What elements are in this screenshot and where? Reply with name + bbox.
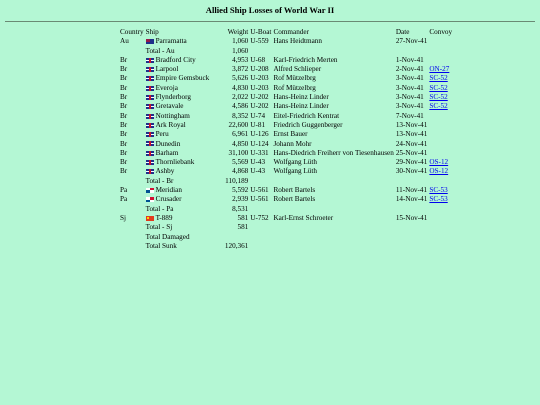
ship-cell: Total - Pa (145, 204, 174, 213)
date-cell (395, 233, 429, 242)
uk-flag-icon (146, 123, 154, 128)
weight-cell: 4,953 (232, 55, 249, 64)
ship-cell (145, 214, 211, 223)
date-cell: 11-Nov-41 (395, 186, 428, 195)
ship-cell (145, 65, 211, 74)
convoy-cell (428, 37, 453, 46)
commander-cell: Rof Mützelbrg (273, 83, 316, 92)
commander-cell: Wolfgang Lüth (273, 167, 317, 176)
uk-flag-icon (146, 151, 154, 156)
country-cell: Br (120, 55, 128, 64)
commander-cell: Johann Mohr (273, 139, 312, 148)
convoy-cell (428, 121, 453, 130)
date-cell: 30-Nov-41 (395, 167, 428, 176)
date-cell: 15-Nov-41 (395, 213, 428, 222)
uboat-cell: U-74 (250, 111, 266, 120)
date-cell: 7-Nov-41 (395, 111, 424, 120)
ship-name: Bradford City (155, 55, 196, 64)
uboat-cell: U-561 (250, 186, 269, 195)
weight-cell: 22,600 (228, 120, 249, 129)
convoy-cell (428, 84, 453, 93)
uk-flag-icon (146, 67, 154, 72)
ship-cell (145, 93, 211, 102)
uk-flag-icon (146, 114, 154, 119)
ship-cell: Total - Sj (145, 223, 173, 232)
weight-cell: 4,586 (232, 102, 249, 111)
page-title: Allied Ship Losses of World War II (205, 5, 335, 15)
ship-cell (145, 102, 211, 111)
country-cell (119, 205, 145, 214)
convoy-cell (428, 177, 453, 186)
table-row (119, 121, 453, 130)
ship-cell: Total - Au (145, 46, 175, 55)
header-convoy: Convoy (429, 28, 453, 36)
weight-cell: 4,830 (232, 83, 249, 92)
header-weight: Weight (227, 28, 249, 36)
ship-cell (145, 149, 211, 158)
commander-cell (272, 177, 394, 186)
weight-cell: 3,872 (232, 65, 249, 74)
country-cell: Br (120, 93, 128, 102)
country-cell (119, 223, 145, 232)
weight-cell: 4,868 (232, 167, 249, 176)
country-cell: Au (120, 37, 129, 46)
country-cell: Br (120, 111, 128, 120)
ship-name: Dunedin (155, 139, 181, 148)
table-body (119, 37, 453, 251)
convoy-cell (428, 214, 453, 223)
soviet-flag-icon (146, 216, 154, 221)
ship-cell (145, 84, 211, 93)
convoy-link[interactable]: OS-12 (429, 167, 449, 176)
convoy-cell (428, 65, 453, 74)
convoy-link[interactable]: OS-12 (429, 158, 449, 167)
ship-name: Everoja (155, 83, 178, 92)
convoy-link[interactable]: SC-53 (429, 186, 448, 195)
ship-cell (145, 195, 211, 204)
weight-cell: 2,939 (232, 195, 249, 204)
convoy-cell (428, 223, 453, 232)
commander-cell: Hans-Diedrich Freiherr von Tiesenhausen (273, 148, 394, 157)
weight-cell: 6,961 (232, 130, 249, 139)
table-row (119, 37, 453, 46)
weight-cell: 120,361 (224, 241, 249, 250)
convoy-link[interactable]: SC-53 (429, 195, 448, 204)
convoy-link[interactable]: SC-52 (429, 102, 448, 111)
title-divider (5, 21, 535, 22)
date-cell: 3-Nov-41 (395, 74, 424, 83)
convoy-cell (428, 112, 453, 121)
ship-name: Meridian (155, 186, 182, 195)
date-cell: 3-Nov-41 (395, 102, 424, 111)
date-cell: 2-Nov-41 (395, 65, 424, 74)
total-row (119, 233, 453, 242)
weight-cell (210, 233, 249, 242)
header-country: Country (120, 28, 144, 36)
table-row (119, 130, 453, 139)
commander-cell: Karl-Ernst Schroeter (273, 213, 334, 222)
panama-flag-icon (146, 197, 154, 202)
uboat-cell: U-752 (250, 213, 269, 222)
uk-flag-icon (146, 86, 154, 91)
convoy-link[interactable]: SC-52 (429, 83, 448, 92)
commander-cell: Robert Bartels (273, 186, 316, 195)
country-cell: Br (120, 139, 128, 148)
uboat-cell: U-43 (250, 167, 266, 176)
convoy-cell (428, 74, 453, 83)
weight-cell: 1,060 (232, 46, 249, 55)
table-row (119, 102, 453, 111)
total-row (119, 177, 453, 186)
convoy-cell (428, 186, 453, 195)
weight-cell: 31,100 (228, 148, 249, 157)
date-cell: 1-Nov-41 (395, 55, 424, 64)
uboat-cell (249, 177, 272, 186)
ship-cell (145, 74, 211, 83)
uk-flag-icon (146, 76, 154, 81)
weight-cell: 5,592 (232, 186, 249, 195)
country-cell: Br (120, 74, 128, 83)
table-row (119, 65, 453, 74)
commander-cell: Hans Heidtmann (273, 37, 322, 46)
uboat-cell: U-81 (250, 120, 266, 129)
table-row (119, 84, 453, 93)
ship-name: Gretavale (155, 102, 184, 111)
uboat-cell (249, 205, 272, 214)
ship-cell (145, 56, 211, 65)
convoy-cell (428, 130, 453, 139)
header-commander: Commander (273, 28, 309, 36)
country-cell: Br (120, 65, 128, 74)
convoy-cell (428, 93, 453, 102)
date-cell (395, 177, 429, 186)
weight-cell: 581 (237, 223, 249, 232)
ship-name: Nottingham (155, 111, 190, 120)
date-cell: 13-Nov-41 (395, 130, 428, 139)
commander-cell (272, 242, 394, 251)
header-uboat: U-Boat (250, 28, 272, 36)
uboat-cell (249, 223, 272, 232)
uk-flag-icon (146, 160, 154, 165)
uboat-cell: U-68 (250, 55, 266, 64)
table-row (119, 158, 453, 167)
country-cell: Br (120, 158, 128, 167)
uboat-cell: U-559 (250, 37, 269, 46)
uk-flag-icon (146, 104, 154, 109)
convoy-cell (428, 195, 453, 204)
commander-cell: Rof Mützelbrg (273, 74, 316, 83)
uboat-cell: U-203 (250, 74, 269, 83)
ship-cell (145, 130, 211, 139)
ship-name: Larpool (155, 65, 179, 74)
convoy-cell (428, 158, 453, 167)
weight-cell: 1,060 (232, 37, 249, 46)
commander-cell: Hans-Heinz Linder (273, 93, 329, 102)
ship-name: Flynderborg (155, 93, 191, 102)
australia-flag-icon (146, 39, 154, 44)
uboat-cell: U-202 (250, 102, 269, 111)
date-cell: 13-Nov-41 (395, 120, 428, 129)
date-cell (395, 223, 429, 232)
weight-cell: 5,569 (232, 158, 249, 167)
commander-cell: Ernst Bauer (273, 130, 308, 139)
commander-cell: Alfred Schlieper (273, 65, 322, 74)
header-date: Date (395, 28, 410, 36)
date-cell: 14-Nov-41 (395, 195, 428, 204)
country-cell: Pa (120, 195, 128, 204)
ship-name: Thornliebank (155, 158, 195, 167)
date-cell: 3-Nov-41 (395, 93, 424, 102)
ship-losses-table (119, 28, 453, 251)
panama-flag-icon (146, 188, 154, 193)
date-cell: 24-Nov-41 (395, 139, 428, 148)
ship-cell (145, 186, 211, 195)
country-cell: Br (120, 83, 128, 92)
uboat-cell: U-203 (250, 83, 269, 92)
weight-cell: 8,352 (232, 111, 249, 120)
country-cell (119, 242, 145, 251)
convoy-link[interactable]: SC-52 (429, 74, 448, 83)
ship-cell (145, 121, 211, 130)
table-row (119, 112, 453, 121)
uk-flag-icon (146, 95, 154, 100)
commander-cell (272, 47, 394, 56)
ship-name: Ark Royal (155, 120, 186, 129)
country-cell: Pa (120, 186, 128, 195)
convoy-cell (428, 205, 453, 214)
convoy-cell (428, 167, 453, 176)
uk-flag-icon (146, 169, 154, 174)
convoy-cell (428, 47, 453, 56)
convoy-cell (428, 242, 453, 251)
uboat-cell: U-561 (250, 195, 269, 204)
uboat-cell (249, 233, 272, 242)
ship-cell (145, 140, 211, 149)
weight-cell: 8,531 (232, 204, 249, 213)
weight-cell: 110,189 (225, 176, 249, 185)
table-row (119, 140, 453, 149)
convoy-cell (428, 140, 453, 149)
country-cell: Sj (120, 213, 126, 222)
commander-cell: Friedrich Guggenberger (273, 120, 343, 129)
header-ship: Ship (145, 28, 159, 36)
uk-flag-icon (146, 58, 154, 63)
table-row (119, 214, 453, 223)
date-cell: 3-Nov-41 (395, 83, 424, 92)
commander-cell: Wolfgang Lüth (273, 158, 317, 167)
table-row (119, 93, 453, 102)
uboat-cell (249, 47, 272, 56)
country-cell: Br (120, 148, 128, 157)
convoy-link[interactable]: ON-27 (429, 65, 450, 74)
table-row (119, 149, 453, 158)
ship-cell: Total Sunk (145, 241, 177, 250)
table-row (119, 195, 453, 204)
uboat-cell: U-331 (250, 148, 269, 157)
date-cell (395, 47, 429, 56)
ship-cell (145, 167, 211, 176)
ship-name: Empire Gemsbuck (155, 74, 210, 83)
ship-name: T-889 (155, 213, 173, 222)
convoy-cell (428, 233, 453, 242)
uboat-cell: U-43 (250, 158, 266, 167)
ship-cell (145, 37, 211, 46)
ship-cell: Total - Br (145, 176, 174, 185)
commander-cell: Robert Bartels (273, 195, 316, 204)
ship-name: Peru (155, 130, 169, 139)
commander-cell: Eitel-Friedrich Kentrat (273, 111, 340, 120)
convoy-link[interactable]: SC-52 (429, 93, 448, 102)
country-cell: Br (120, 167, 128, 176)
ship-cell: Total Damaged (145, 232, 190, 241)
date-cell (395, 205, 429, 214)
convoy-cell (428, 102, 453, 111)
table-header-row (119, 28, 453, 37)
total-row (119, 205, 453, 214)
table-row (119, 74, 453, 83)
date-cell: 29-Nov-41 (395, 158, 428, 167)
weight-cell: 2,022 (232, 93, 249, 102)
total-row (119, 242, 453, 251)
total-row (119, 47, 453, 56)
date-cell (395, 242, 429, 251)
country-cell (119, 233, 145, 242)
uboat-cell (249, 242, 272, 251)
country-cell: Br (120, 102, 128, 111)
ship-name: Barham (155, 148, 179, 157)
commander-cell: Hans-Heinz Linder (273, 102, 329, 111)
convoy-cell (428, 149, 453, 158)
commander-cell (272, 205, 394, 214)
country-cell (119, 177, 145, 186)
weight-cell: 5,626 (232, 74, 249, 83)
total-row (119, 223, 453, 232)
ship-cell (145, 112, 211, 121)
country-cell: Br (120, 130, 128, 139)
uboat-cell: U-202 (250, 93, 269, 102)
date-cell: 27-Nov-41 (395, 37, 428, 46)
ship-name: Ashby (155, 167, 175, 176)
ship-name: Parramatta (155, 37, 187, 46)
country-cell: Br (120, 120, 128, 129)
commander-cell (272, 223, 394, 232)
ship-cell (145, 158, 211, 167)
ship-name: Crusader (155, 195, 182, 204)
commander-cell (272, 233, 394, 242)
table-row (119, 56, 453, 65)
commander-cell: Karl-Friedrich Merten (273, 55, 338, 64)
weight-cell: 581 (237, 213, 249, 222)
uboat-cell: U-124 (250, 139, 269, 148)
table-row (119, 186, 453, 195)
uk-flag-icon (146, 141, 154, 146)
country-cell (119, 47, 145, 56)
date-cell: 25-Nov-41 (395, 148, 428, 157)
uk-flag-icon (146, 132, 154, 137)
weight-cell: 4,850 (232, 139, 249, 148)
convoy-cell (428, 56, 453, 65)
uboat-cell: U-208 (250, 65, 269, 74)
table-row (119, 167, 453, 176)
uboat-cell: U-126 (250, 130, 269, 139)
